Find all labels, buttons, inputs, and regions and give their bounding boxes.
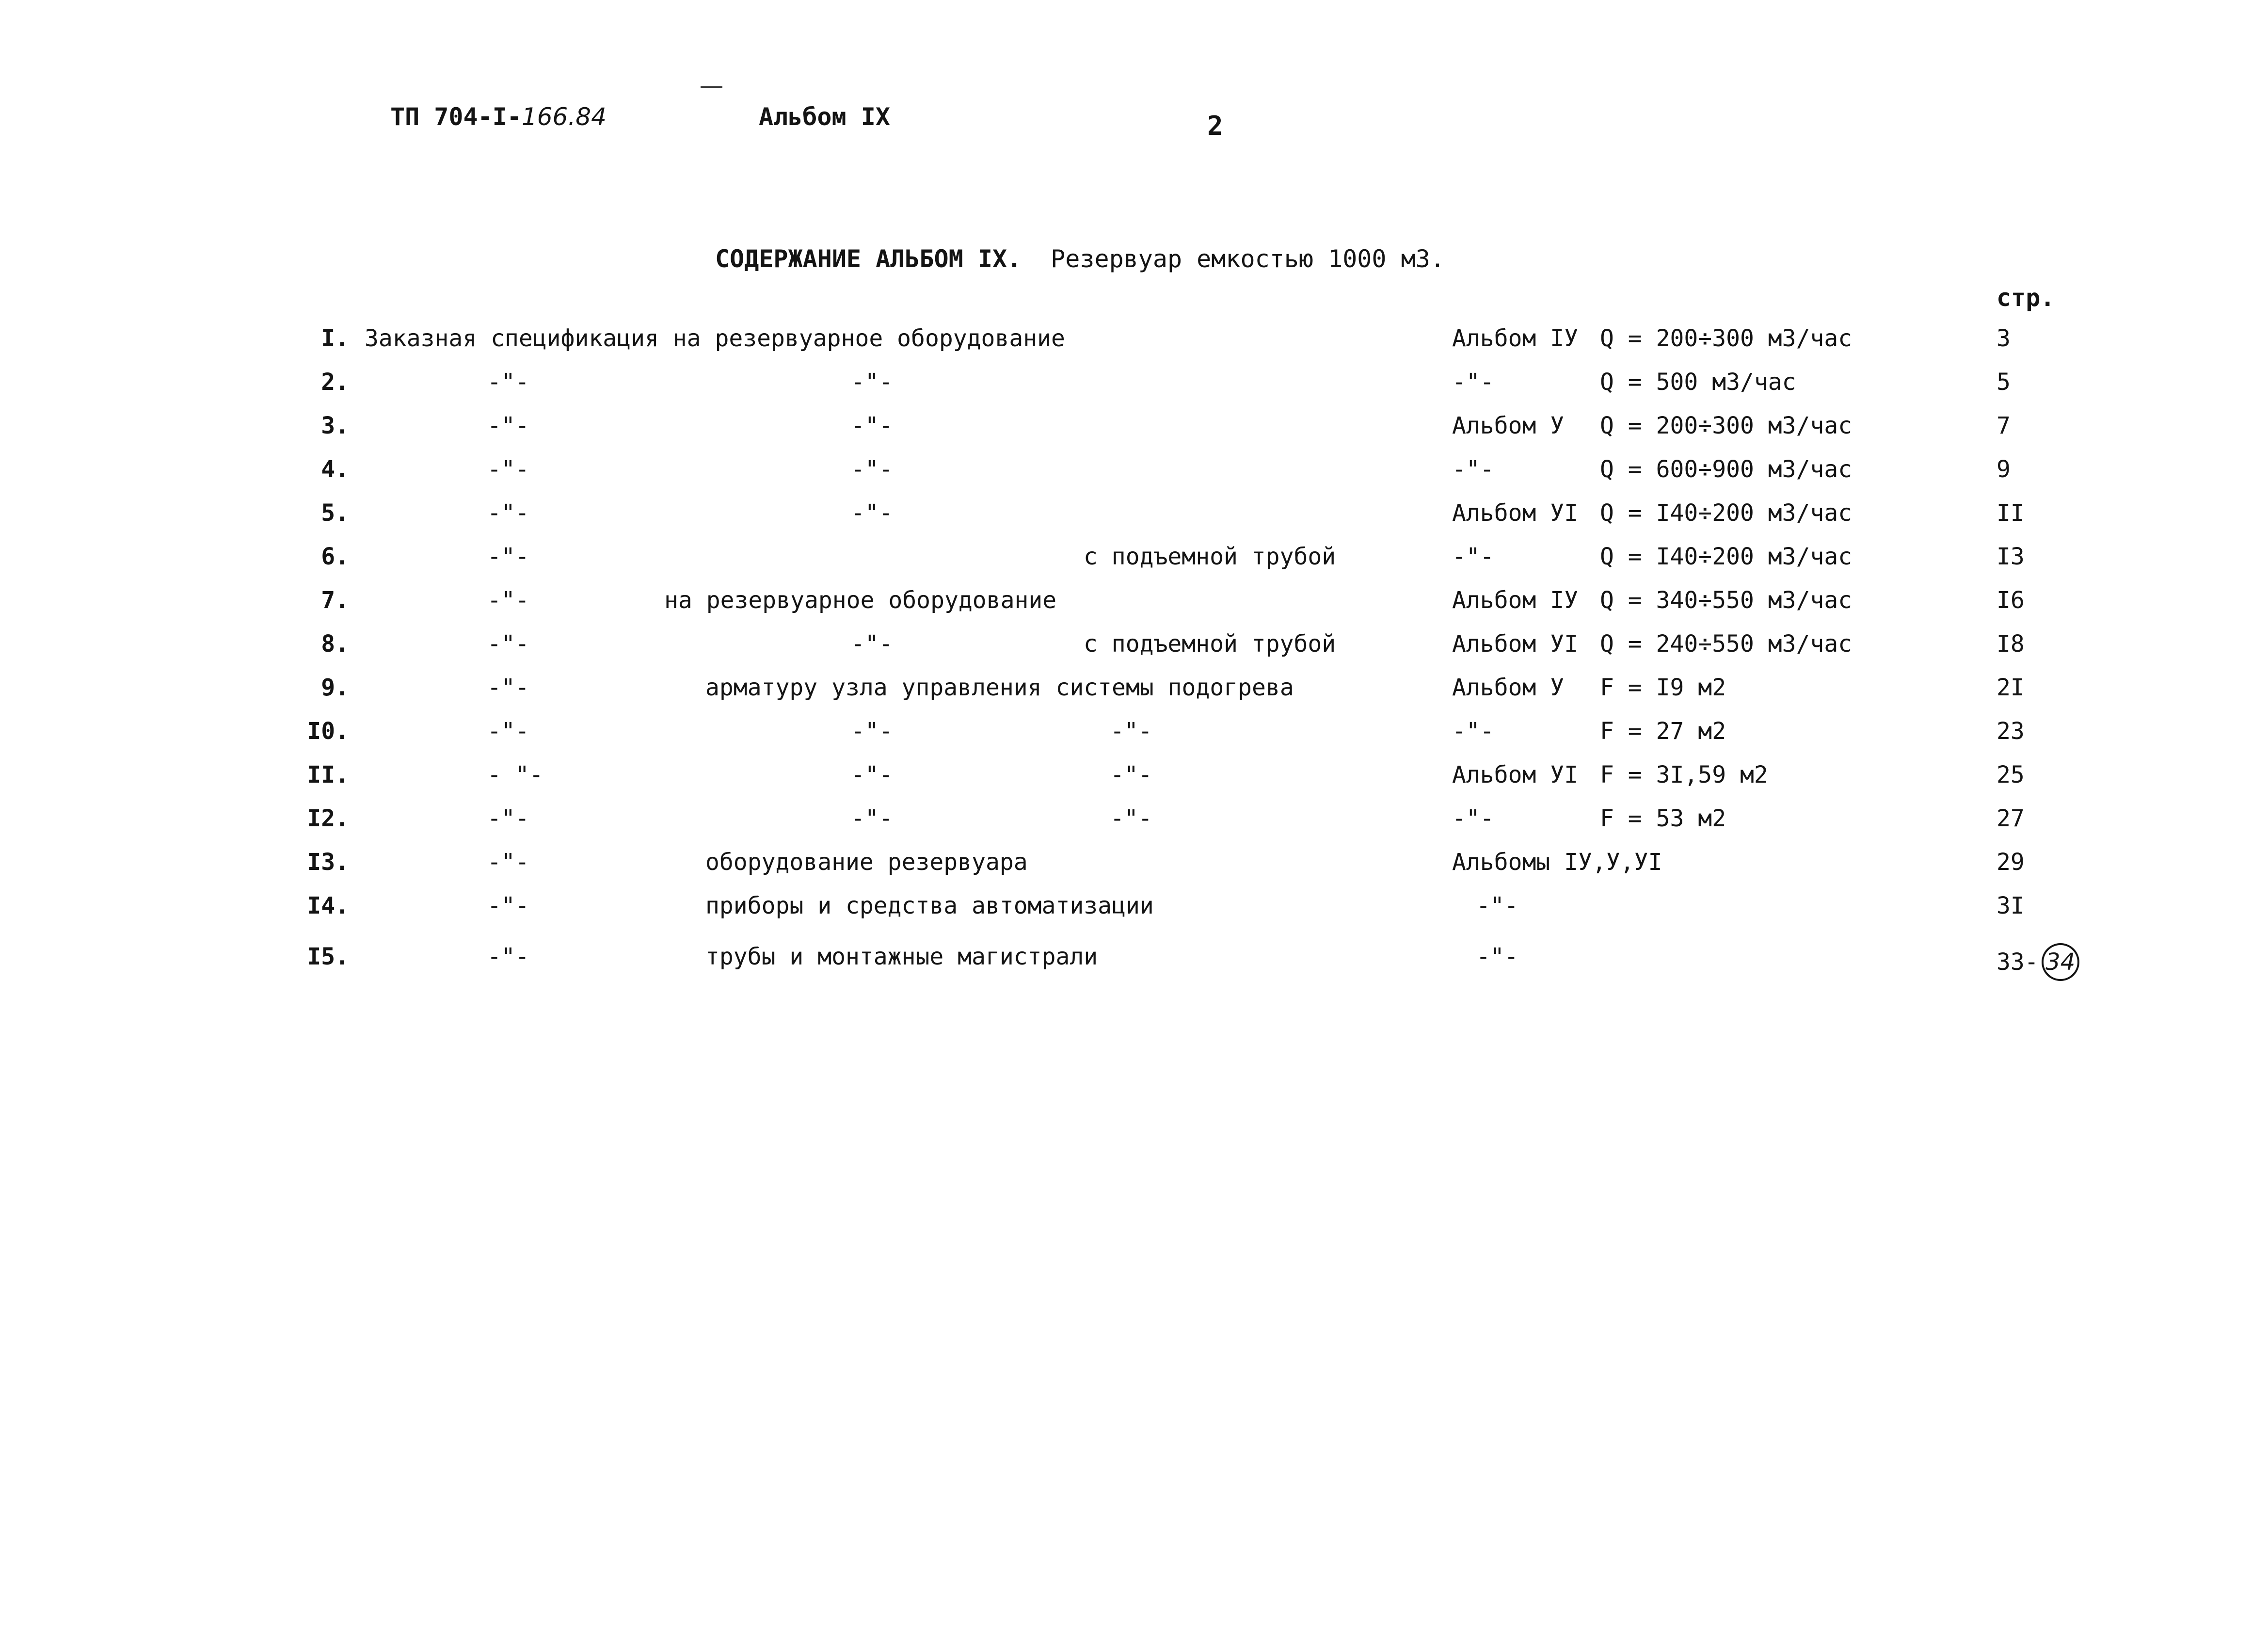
page-reference: 27 [1996,805,2025,832]
parameter: Q = I40÷200 м3/час [1600,499,1853,527]
ditto-mark: -"- [851,718,893,745]
table-row [0,674,2268,718]
ditto-mark: -"- [487,892,529,919]
table-row [0,412,2268,456]
ditto-mark: -"- [487,630,529,658]
album-reference: Альбом У [1452,674,1565,701]
page-reference: 3 [1996,325,2011,352]
page-reference: 29 [1996,849,2025,876]
album-reference: -"- [1452,805,1494,832]
item-title: с подъемной трубой [1084,543,1336,570]
ditto-mark: -"- [487,499,529,527]
ditto-mark: -"- [851,369,893,396]
ditto-mark: - "- [487,761,543,788]
page-reference: II [1996,499,2025,527]
item-number: I5. [307,943,349,970]
table-row [0,849,2268,892]
album-reference: -"- [1452,718,1494,745]
item-number: 9. [321,674,349,701]
parameter: F = 3I,59 м2 [1600,761,1768,788]
ditto-mark: -"- [851,499,893,527]
parameter: Q = 200÷300 м3/час [1600,325,1853,352]
album-reference: Альбом IУ [1452,325,1579,352]
page-reference: 3I [1996,892,2025,919]
item-title: арматуру узла управления системы подогрева [705,674,1294,701]
album-reference: Альбом УI [1452,630,1579,658]
table-row [0,456,2268,499]
table-row [0,587,2268,630]
album-reference: Альбом У [1452,412,1565,439]
page-reference: I3 [1996,543,2025,570]
item-title: оборудование резервуара [705,849,1028,876]
table-row [0,718,2268,761]
page-reference: I6 [1996,587,2025,614]
parameter: Q = I40÷200 м3/час [1600,543,1853,570]
album-reference: -"- [1452,456,1494,483]
item-number: 2. [321,369,349,396]
album-reference: -"- [1476,943,1518,970]
album-reference: Альбом УI [1452,761,1579,788]
item-title: Заказная спецификация на резервуарное оборудование [365,325,1065,352]
item-number: 6. [321,543,349,570]
ditto-mark: -"- [487,943,529,970]
album-reference: Альбом IУ [1452,587,1579,614]
ditto-mark: -"- [1110,805,1152,832]
table-row [0,805,2268,849]
album-reference: -"- [1476,892,1518,919]
item-number: 8. [321,630,349,658]
table-row [0,543,2268,587]
item-number: 3. [321,412,349,439]
item-title: трубы и монтажные магистрали [705,943,1098,970]
ditto-mark: -"- [487,805,529,832]
table-row [0,325,2268,369]
page-reference: 5 [1996,369,2011,396]
ditto-mark: -"- [487,543,529,570]
ditto-mark: -"- [851,456,893,483]
contents-subtitle: Резервуар емкостью 1000 м3. [1051,245,1445,273]
parameter: Q = 200÷300 м3/час [1600,412,1853,439]
page-reference: 25 [1996,761,2025,788]
album-reference: Альбом УI [1452,499,1579,527]
item-number: I4. [307,892,349,919]
item-number: II. [307,761,349,788]
parameter: Q = 500 м3/час [1600,369,1796,396]
page-number: 2 [1207,111,1223,141]
ditto-mark: -"- [487,849,529,876]
ditto-mark: -"- [851,412,893,439]
item-number: 7. [321,587,349,614]
item-number: 4. [321,456,349,483]
item-title: приборы и средства автоматизации [705,892,1154,919]
table-row [0,499,2268,543]
ditto-mark: -"- [487,412,529,439]
item-number: I. [321,325,349,352]
album-name: Альбом IX [759,103,890,131]
circled-page-number: 34 [2042,943,2079,981]
parameter: F = I9 м2 [1600,674,1726,701]
item-number: I2. [307,805,349,832]
table-row [0,369,2268,412]
contents-title: СОДЕРЖАНИЕ АЛЬБОМ IX. Резервуар емкостью 1000 м3. [715,245,1445,273]
ditto-mark: -"- [487,718,529,745]
table-row [0,892,2268,936]
table-row [0,943,2268,987]
page-column-header: стр. [1996,284,2055,312]
ditto-mark: -"- [487,674,529,701]
ditto-mark: -"- [487,456,529,483]
ditto-mark: -"- [487,587,529,614]
item-number: 5. [321,499,349,527]
album-reference: -"- [1452,543,1494,570]
ditto-mark: -"- [851,630,893,658]
album-reference: Альбомы IУ,У,УI [1452,849,1662,876]
table-row [0,630,2268,674]
page-reference: 2I [1996,674,2025,701]
item-number: I0. [307,718,349,745]
parameter: F = 53 м2 [1600,805,1726,832]
ditto-mark: -"- [851,805,893,832]
item-title: на резервуарное оборудование [664,587,1057,614]
parameter: Q = 240÷550 м3/час [1600,630,1853,658]
item-title: с подъемной трубой [1084,630,1336,658]
ditto-mark: -"- [1110,761,1152,788]
page-reference: 9 [1996,456,2011,483]
album-reference: -"- [1452,369,1494,396]
document-code: ТП 704-I-166.84 [390,103,607,131]
item-number: I3. [307,849,349,876]
page-reference: I8 [1996,630,2025,658]
page-reference: 33- 34 [1996,943,2079,981]
ditto-mark: -"- [851,761,893,788]
parameter: Q = 340÷550 м3/час [1600,587,1853,614]
parameter: F = 27 м2 [1600,718,1726,745]
ditto-mark: -"- [487,369,529,396]
parameter: Q = 600÷900 м3/час [1600,456,1853,483]
table-row [0,761,2268,805]
page-reference: 23 [1996,718,2025,745]
page-reference: 7 [1996,412,2011,439]
header-dash-mark [701,86,722,88]
ditto-mark: -"- [1110,718,1152,745]
